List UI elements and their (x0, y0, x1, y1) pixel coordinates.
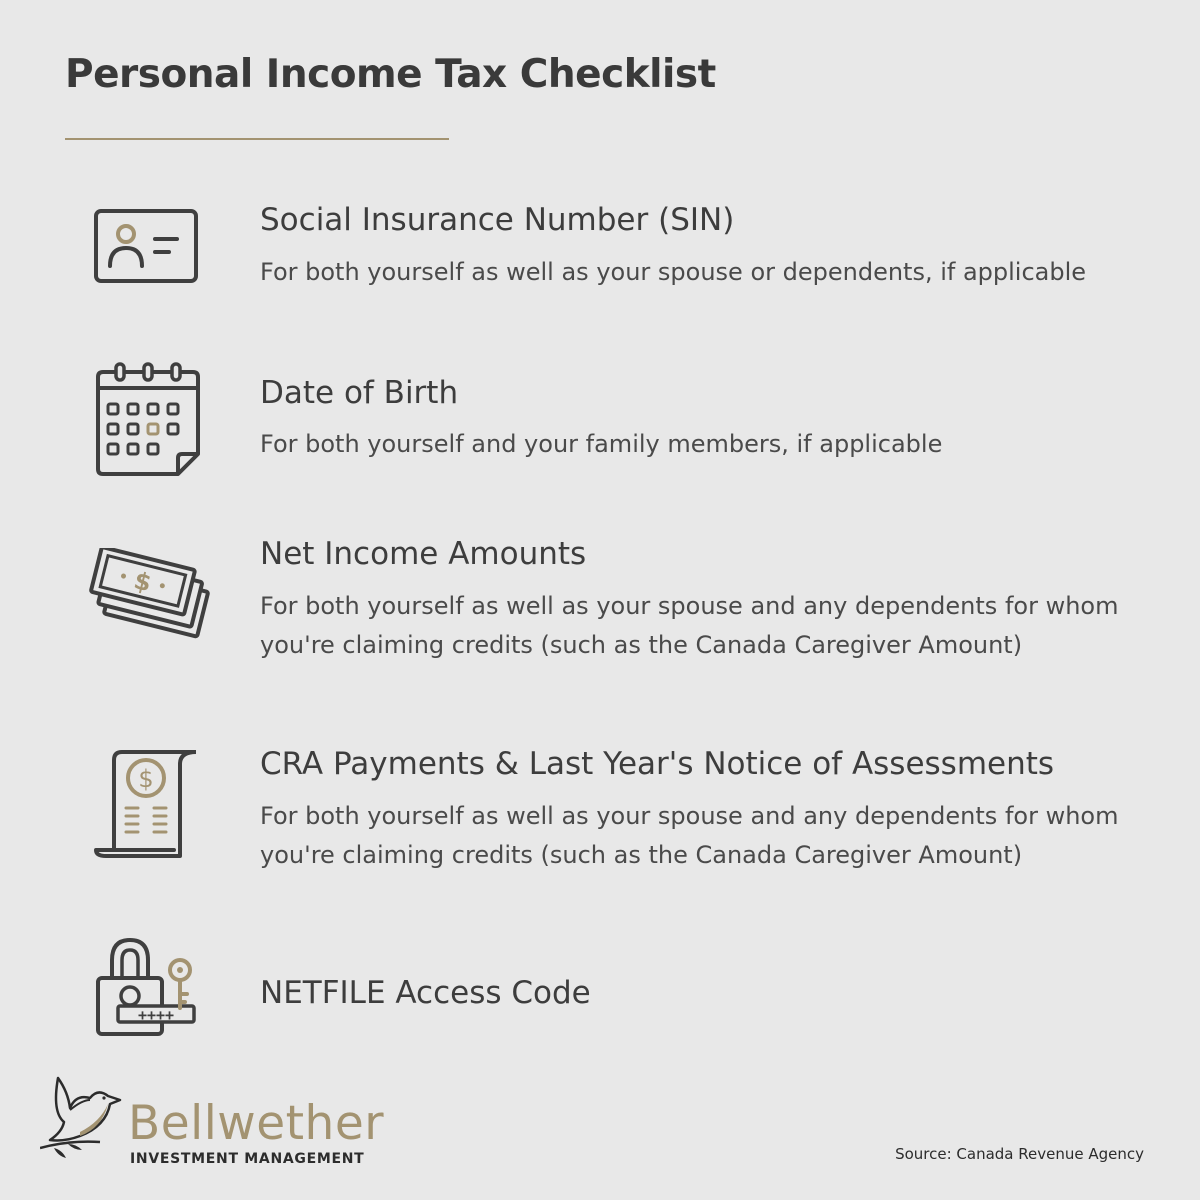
bird-logo-icon (40, 1070, 130, 1166)
svg-text:$: $ (138, 765, 154, 793)
calendar-icon (94, 362, 202, 478)
item-description: For both yourself as well as your spouse and any dependents for whom you're claiming credits (such as the Canada Caregiver Amount) (260, 802, 1119, 869)
svg-text:$: $ (131, 566, 155, 598)
money-bills-icon (82, 548, 216, 656)
item-description: For both yourself as well as your spouse and any dependents for whom you're claiming credits (such as the Canada Caregiver Amount) (260, 592, 1119, 659)
bellwether-logo (40, 1070, 130, 1170)
svg-text:++++: ++++ (137, 1006, 175, 1024)
item-title: CRA Payments & Last Year's Notice of Assessments (260, 746, 1055, 782)
item-description: For both yourself and your family members, if applicable (260, 430, 943, 458)
page-title: Personal Income Tax Checklist (65, 52, 716, 97)
id-card-icon (93, 208, 199, 284)
source-note: Source: Canada Revenue Agency (895, 1145, 1144, 1163)
item-title: NETFILE Access Code (260, 975, 591, 1011)
receipt-icon (94, 748, 202, 862)
lock-key-icon (94, 934, 200, 1040)
item-title: Net Income Amounts (260, 536, 587, 572)
item-title: Social Insurance Number (SIN) (260, 202, 735, 238)
brand-name: Bellwether (128, 1096, 385, 1151)
title-divider (65, 138, 449, 140)
item-title: Date of Birth (260, 375, 459, 411)
brand-tagline: INVESTMENT MANAGEMENT (130, 1151, 365, 1167)
item-description: For both yourself as well as your spouse or dependents, if applicable (260, 258, 1087, 286)
